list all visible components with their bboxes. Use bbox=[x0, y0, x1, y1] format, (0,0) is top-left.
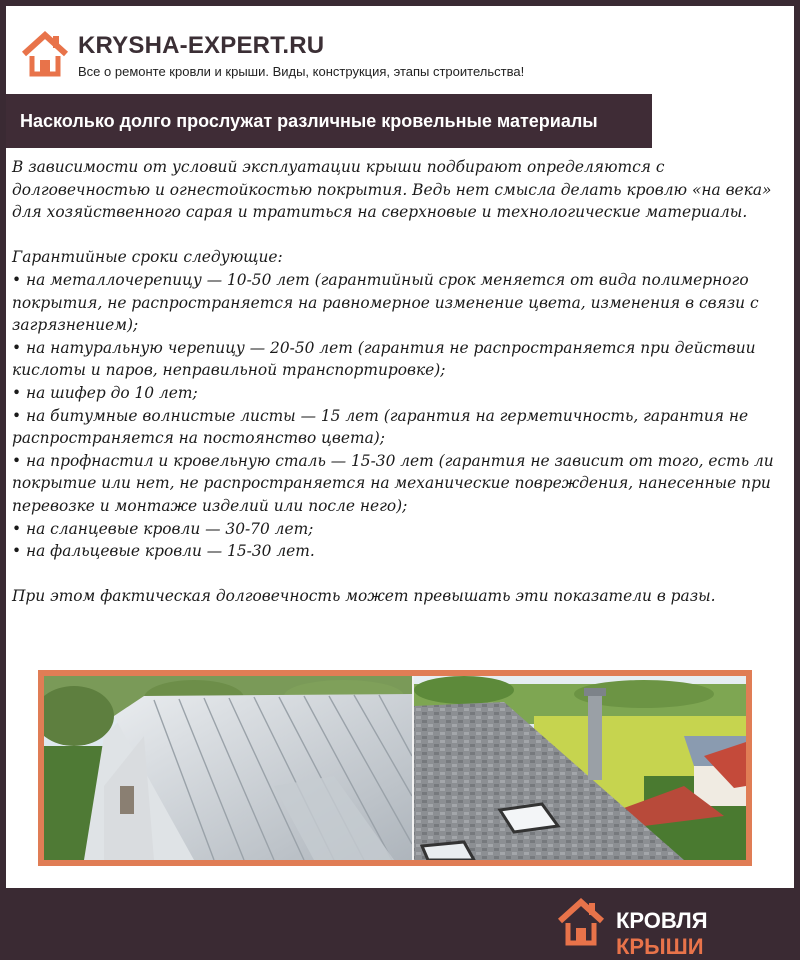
house-logo-icon bbox=[556, 897, 606, 949]
site-tagline: Все о ремонте кровли и крыши. Виды, конструкция, этапы строительства! bbox=[78, 64, 525, 79]
house-logo-icon bbox=[20, 30, 70, 80]
content-card bbox=[6, 6, 794, 888]
list-item: • на натуральную черепицу — 20-50 лет (гарантия не распространяется при действии кислоты и паров, неправильной транспортировке); bbox=[12, 338, 756, 380]
footer-brand[interactable] bbox=[616, 908, 800, 960]
list-item: • на профнастил и кровельную сталь — 15-30 лет (гарантия не зависит от того, есть ли покрытие или нет, не распространяется на механические повреждения, нанесенные при перевозке и монтаже изделий или после него); bbox=[12, 451, 774, 515]
roof-photo-frame bbox=[38, 670, 752, 866]
footer-brand-word2: КРЫШИ bbox=[616, 934, 704, 959]
intro-paragraph: В зависимости от условий эксплуатации крыши подбирают определяются с долговечностью и огнестойкостью покрытия. Ведь нет смысла делать кровлю «на века» для хозяйственного сарая и тратиться на сверхновые и технологические материалы. bbox=[12, 158, 772, 222]
title-bar bbox=[6, 94, 652, 148]
article-body bbox=[12, 156, 788, 608]
list-item: • на металлочерепицу — 10-50 лет (гарантийный срок меняется от вида полимерного покрытия, не распространяется на равномерное изменение цвета, изменения в связи с загрязнением); bbox=[12, 270, 759, 335]
page-title: Насколько долго прослужат различные кровельные материалы bbox=[20, 110, 598, 131]
conclusion-paragraph: При этом фактическая долговечность может превышать эти показатели в разы. bbox=[12, 587, 716, 606]
list-item: • на шифер до 10 лет; bbox=[12, 383, 198, 402]
site-name[interactable]: KRYSHA-EXPERT.RU bbox=[78, 32, 325, 59]
warranty-heading: Гарантийные сроки следующие: bbox=[12, 248, 283, 267]
roof-photo bbox=[44, 676, 746, 860]
list-item: • на фальцевые кровли — 15-30 лет. bbox=[12, 542, 315, 561]
list-item: • на битумные волнистые листы — 15 лет (гарантия на герметичность, гарантия не распространяется на постоянство цвета); bbox=[12, 406, 749, 448]
list-item: • на сланцевые кровли — 30-70 лет; bbox=[12, 519, 314, 538]
footer-brand-word1: КРОВЛЯ bbox=[616, 908, 708, 933]
